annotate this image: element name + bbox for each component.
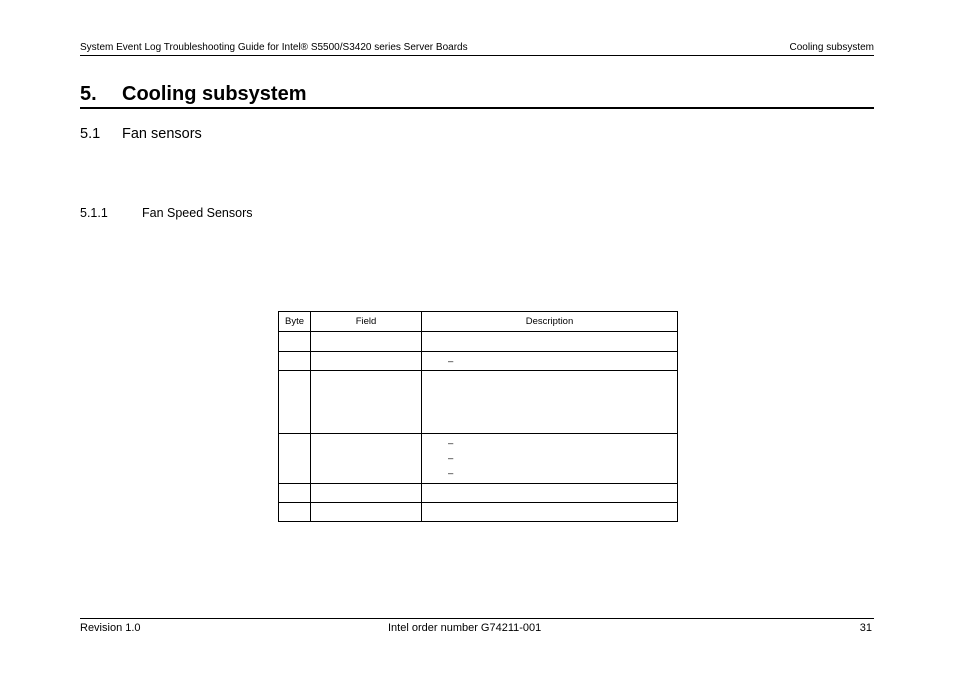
- footer-rule: [80, 618, 874, 619]
- header-doc-title: System Event Log Troubleshooting Guide for Intel® S5500/S3420 series Server Boards: [80, 42, 468, 53]
- subsection-title: Fan Speed Sensors: [142, 206, 253, 220]
- column-header-description: Description: [422, 312, 678, 332]
- table-row: [279, 371, 678, 434]
- chapter-title: Cooling subsystem: [122, 83, 307, 105]
- section-number: 5.1: [80, 126, 101, 142]
- dash-bullet: –: [448, 438, 454, 449]
- header-section-name: Cooling subsystem: [789, 42, 874, 53]
- column-header-field: Field: [311, 312, 422, 332]
- table-row: [279, 484, 678, 503]
- footer-revision: Revision 1.0: [80, 622, 141, 634]
- dash-bullet: –: [448, 356, 454, 367]
- subsection-number: 5.1.1: [80, 206, 108, 220]
- table-row: [279, 503, 678, 522]
- footer-order-number: Intel order number G74211-001: [388, 622, 542, 634]
- table-header-row: [279, 312, 678, 332]
- section-heading: [80, 126, 202, 142]
- chapter-rule: [80, 107, 874, 109]
- table-row: [279, 332, 678, 352]
- chapter-number: 5.: [80, 83, 97, 105]
- table-row: [279, 434, 678, 484]
- column-header-byte: Byte: [279, 312, 311, 332]
- fan-sensor-table: [278, 311, 678, 522]
- table-row: [279, 352, 678, 371]
- page-number: 31: [859, 622, 872, 634]
- section-title: Fan sensors: [122, 126, 202, 142]
- chapter-heading: [80, 83, 306, 106]
- subsection-heading: [80, 206, 253, 220]
- dash-bullet: –: [448, 468, 454, 479]
- header-rule: [80, 55, 874, 56]
- dash-bullet: –: [448, 453, 454, 464]
